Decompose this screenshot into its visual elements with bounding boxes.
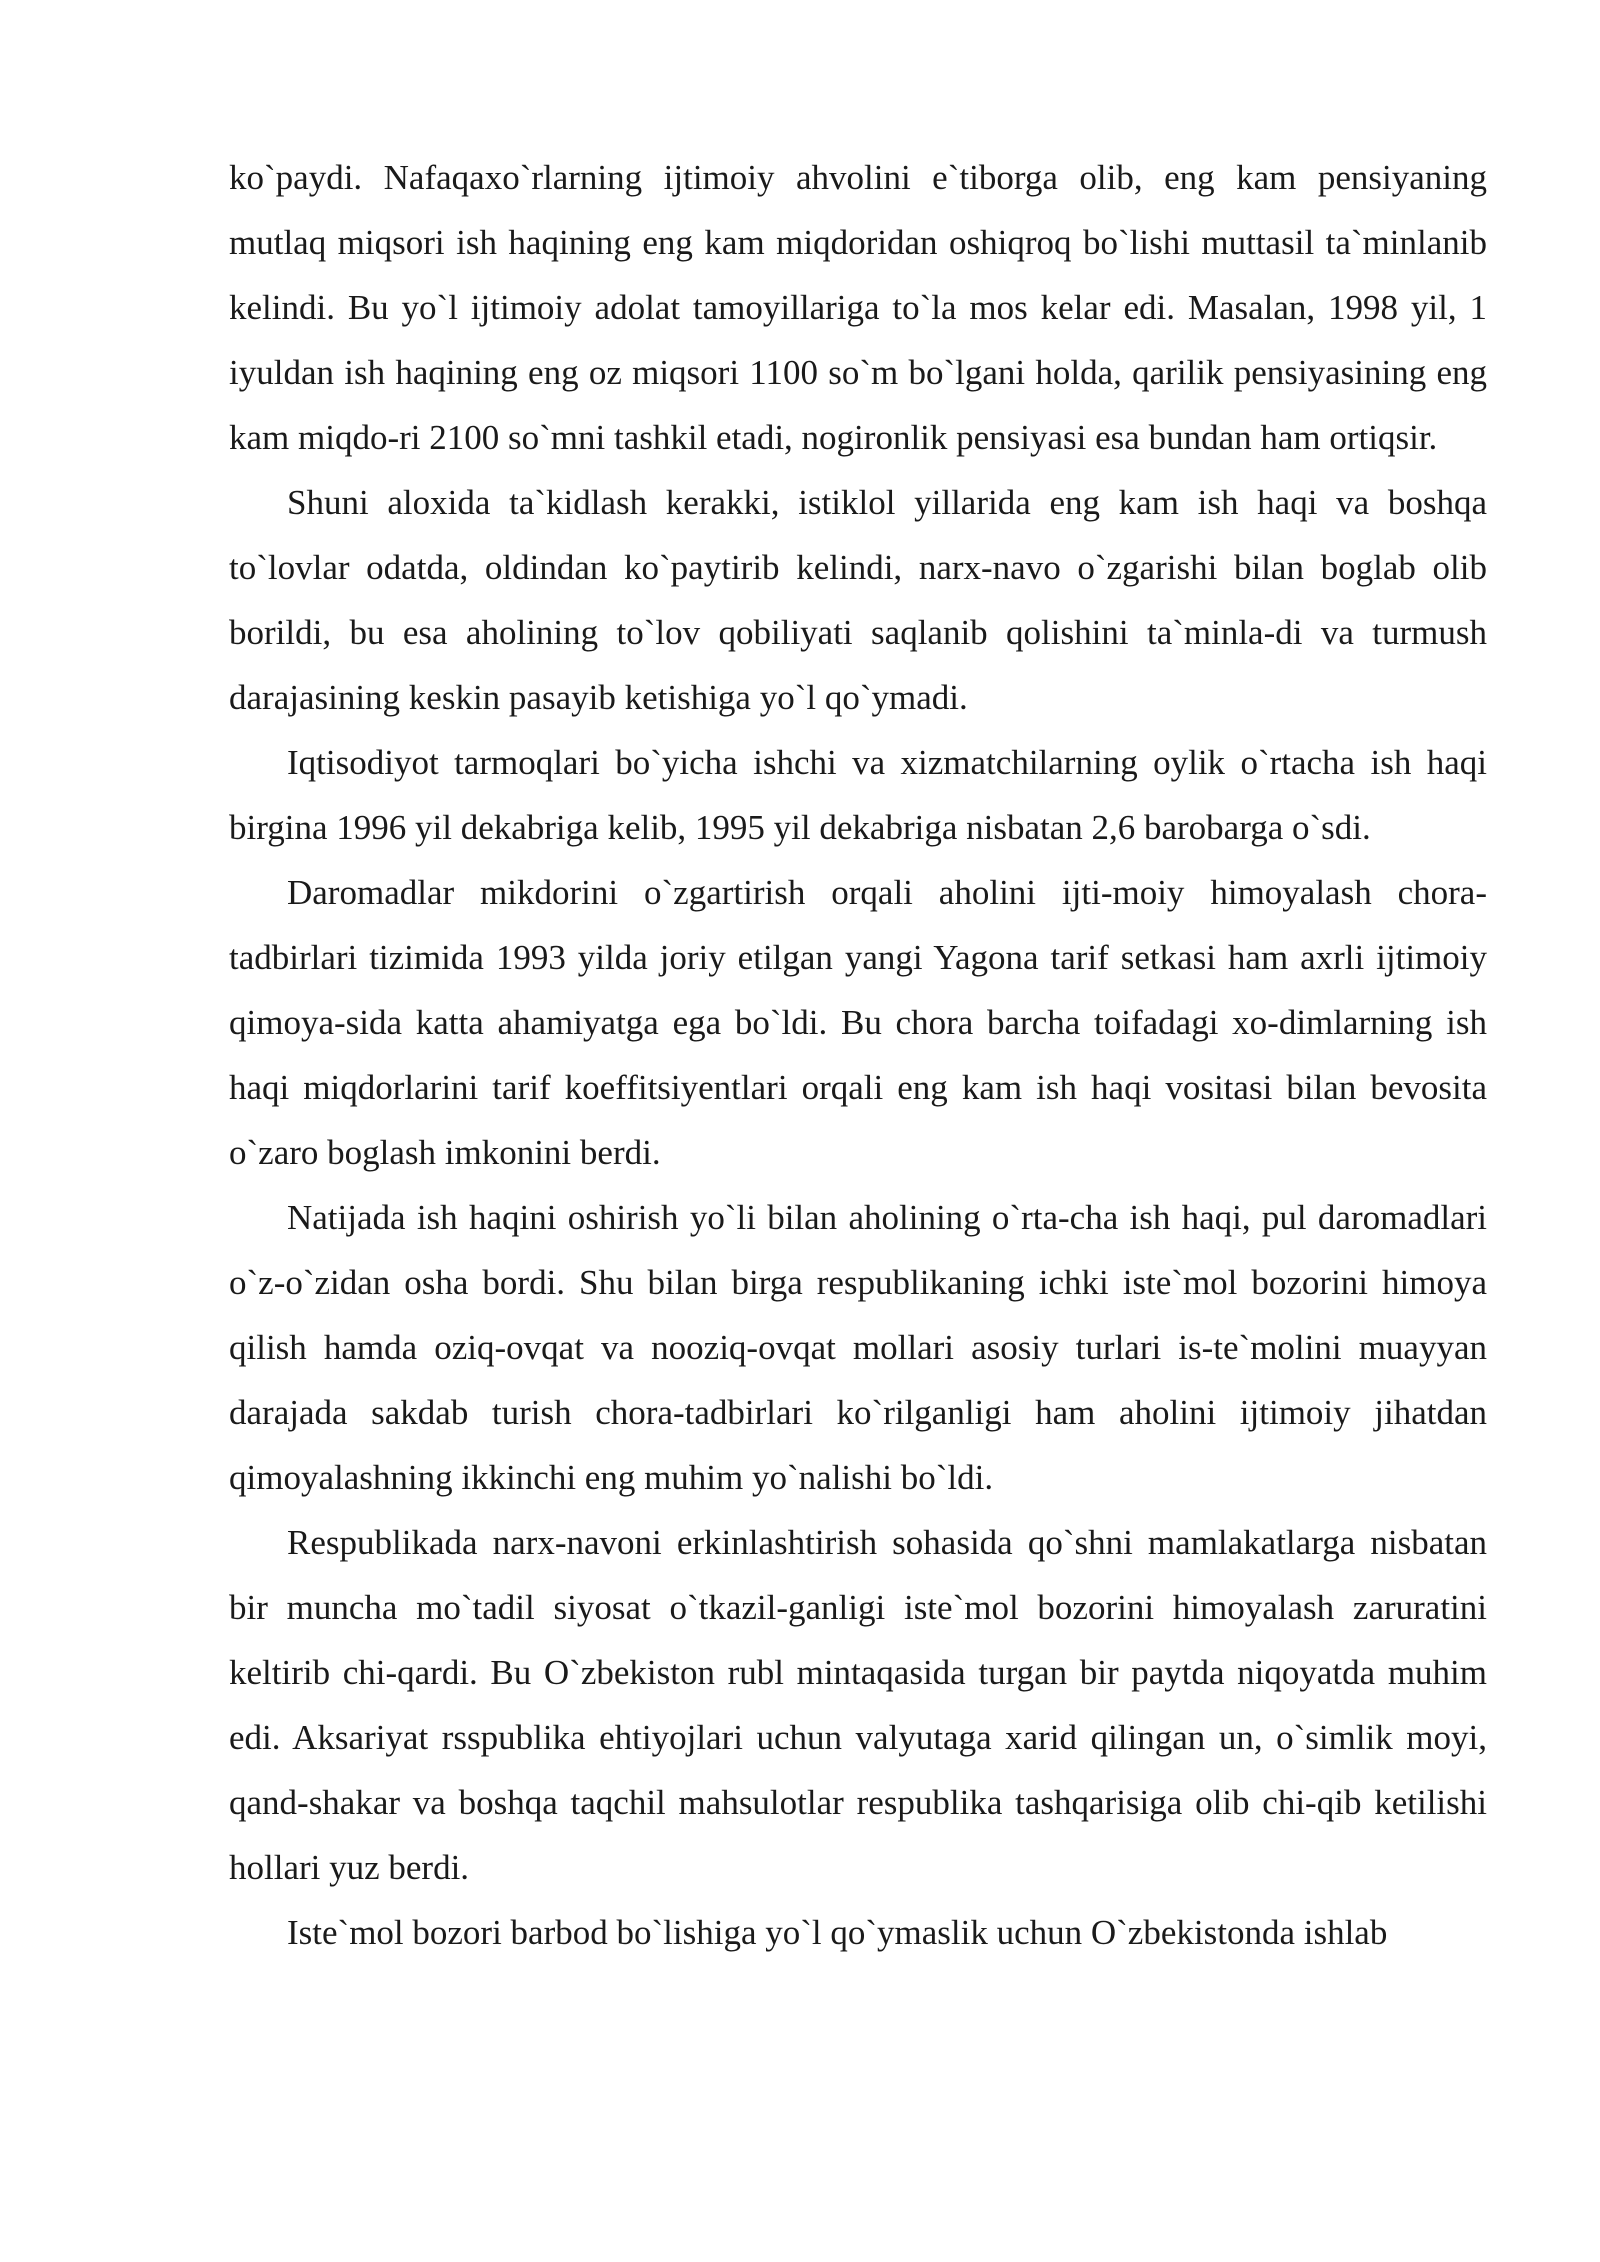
paragraph-6: Respublikada narx-navoni erkinlashtirish sohasida qo`shni mamlakatlarga nisbatan bir muncha mo`tadil siyosat o`tkazil-ganligi iste`mol bozorini himoyalash zaruratini keltirib chi-qardi. Bu O`zbekiston rubl mintaqasida turgan bir paytda niqoyatda muhim edi. Aksariyat rsspublika ehtiyojlari uchun valyutaga xarid qilingan un, o`simlik moyi, qand-shakar va boshqa taqchil mahsulotlar respublika tashqarisiga olib chi-qib ketilishi hollari yuz berdi.: [229, 1523, 1487, 1887]
paragraph-7: Iste`mol bozori barbod bo`lishiga yo`l qo`ymaslik uchun O`zbekistonda ishlab: [287, 1913, 1388, 1952]
paragraph-2: Shuni aloxida ta`kidlash kerakki, istiklol yillarida eng kam ish haqi va boshqa to`lovlar odatda, oldindan ko`paytirib kelindi, narx-navo o`zgarishi bilan boglab olib borildi, bu esa aholining to`lov qobiliyati saqlanib qolishini ta`minla-di va turmush darajasining keskin pasayib ketishiga yo`l qo`ymadi.: [229, 483, 1487, 717]
paragraph-5: Natijada ish haqini oshirish yo`li bilan aholining o`rta-cha ish haqi, pul daromadlari o`z-o`zidan osha bordi. Shu bilan birga respublikaning ichki iste`mol bozorini himoya qilish hamda oziq-ovqat va nooziq-ovqat mollari asosiy turlari is-te`molini muayyan darajada sakdab turish chora-tadbirlari ko`rilganligi ham aholini ijtimoiy jihatdan qimoyalashning ikkinchi eng muhim yo`nalishi bo`ldi.: [229, 1198, 1487, 1497]
paragraph-1: ko`paydi. Nafaqaxo`rlarning ijtimoiy ahvolini e`tiborga olib, eng kam pensiyaning mutlaq miqsori ish haqining eng kam miqdoridan oshiqroq bo`lishi muttasil ta`minlanib kelindi. Bu yo`l ijtimoiy adolat tamoyillariga to`la mos kelar edi. Masalan, 1998 yil, 1 iyuldan ish haqining eng oz miqsori 1100 so`m bo`lgani holda, qarilik pensiyasining eng kam miqdo-ri 2100 so`mni tashkil etadi, nogironlik pensiyasi esa bundan ham ortiqsir.: [229, 158, 1487, 457]
body-text: [229, 145, 1487, 1965]
paragraph-4: Daromadlar mikdorini o`zgartirish orqali aholini ijti-moiy himoyalash chora-tadbirlari tizimida 1993 yilda joriy etilgan yangi Yagona tarif setkasi ham axrli ijtimoiy qimoya-sida katta ahamiyatga ega bo`ldi. Bu chora barcha toifadagi xo-dimlarning ish haqi miqdorlarini tarif koeffitsiyentlari orqali eng kam ish haqi vositasi bilan bevosita o`zaro boglash imkonini berdi.: [229, 873, 1487, 1172]
paragraph-3: Iqtisodiyot tarmoqlari bo`yicha ishchi va xizmatchilarning oylik o`rtacha ish haqi birgina 1996 yil dekabriga kelib, 1995 yil dekabriga nisbatan 2,6 barobarga o`sdi.: [229, 743, 1487, 847]
